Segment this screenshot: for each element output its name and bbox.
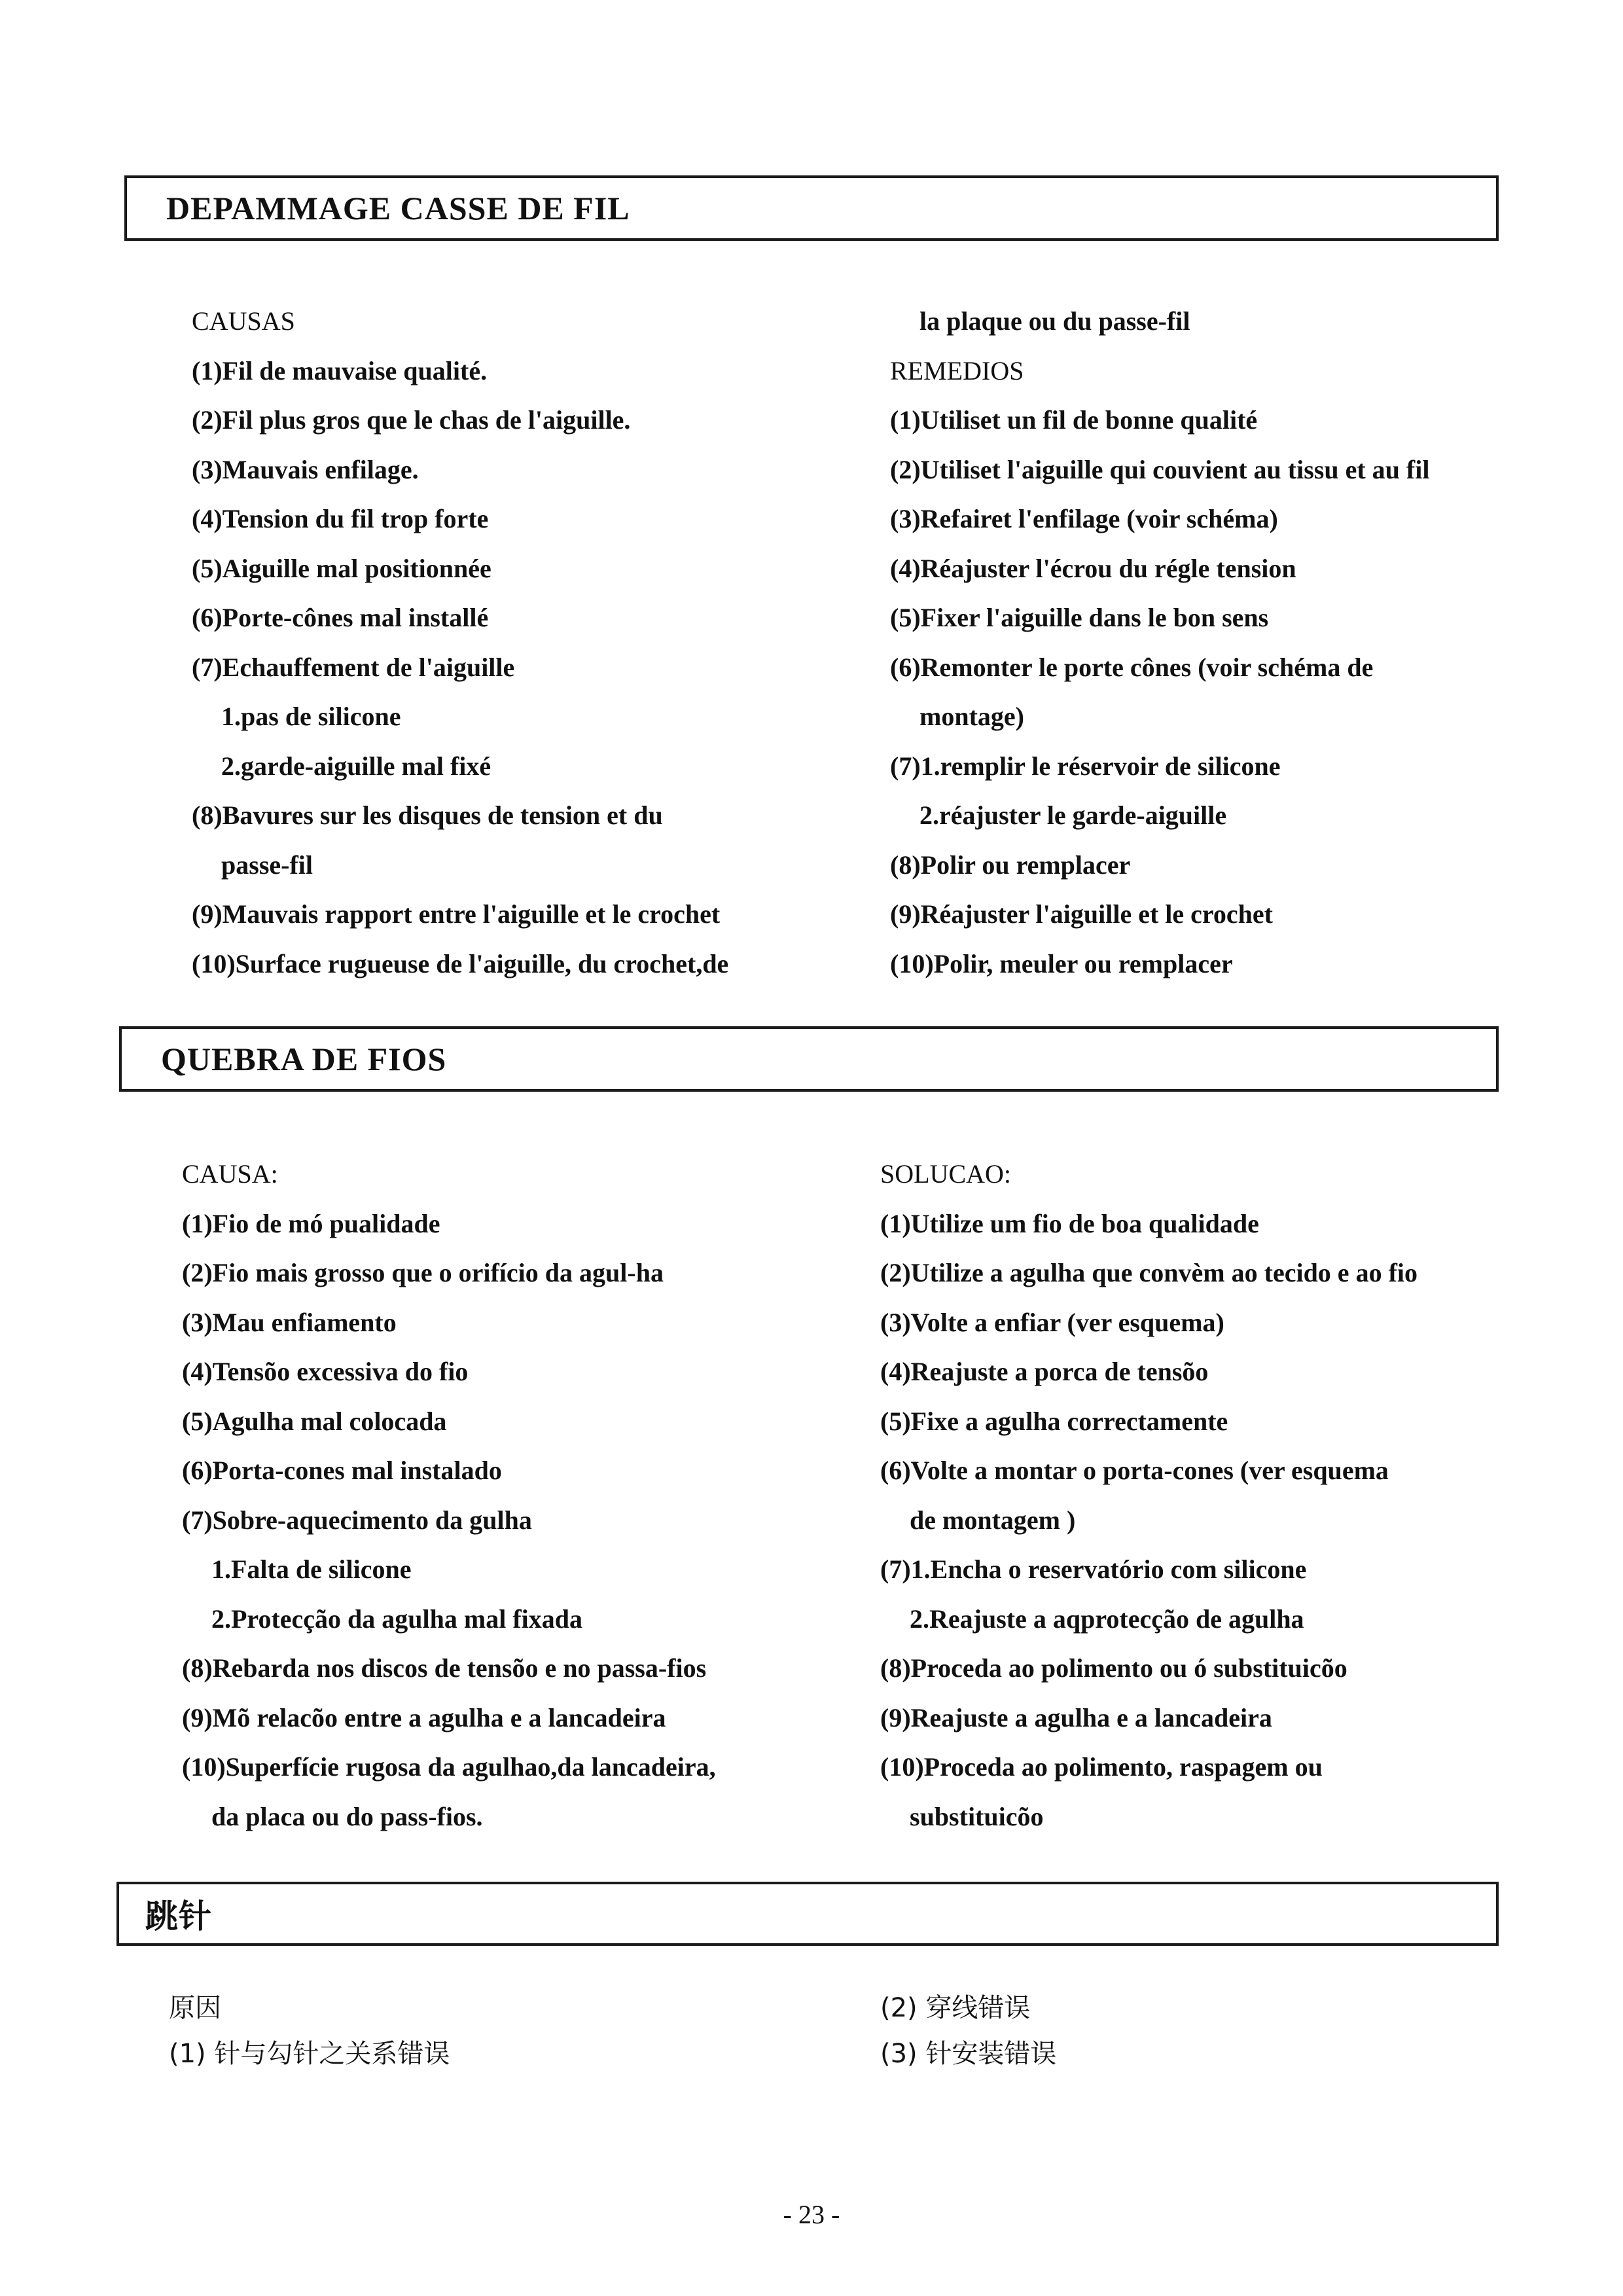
list-line: (6)Porte-cônes mal installé [192,603,489,632]
list-line: (10)Polir, meuler ou remplacer [890,948,1233,978]
list-line: (2) 穿线错误 [880,1993,1031,2023]
list-line: (2)Fil plus gros que le chas de l'aiguille. [192,405,631,435]
section-title: QUEBRA DE FIOS [161,1041,447,1077]
list-line: da placa ou do pass-fios. [211,1801,483,1831]
list-line: (2)Utiliset l'aiguille qui couvient au tissu et au fil [890,454,1430,484]
list-line: SOLUCAO: [880,1159,1012,1189]
list-line: (10)Proceda ao polimento, raspagem ou [880,1752,1323,1782]
list-line: (6)Volte a montar o porta-cones (ver esquema [880,1456,1389,1485]
list-line: (4)Tension du fil trop forte [192,504,489,533]
causes-column-fr [192,296,728,988]
section-title: DEPAMMAGE CASSE DE FIL [166,190,630,226]
list-line: 1.pas de silicone [221,702,401,731]
list-line: (8)Proceda ao polimento ou ó substituicõo [880,1653,1347,1683]
list-line: REMEDIOS [890,355,1024,386]
list-line: 2.garde-aiguille mal fixé [221,751,491,781]
list-line: (3)Volte a enfiar (ver esquema) [880,1307,1224,1337]
page-number: - 23 - [783,2200,840,2229]
list-line: (7)1.remplir le réservoir de silicone [890,751,1281,781]
list-line: (2)Fio mais grosso que o orifício da agul-ha [182,1258,664,1287]
list-line: (4)Tensõo excessiva do fio [182,1357,469,1386]
list-line: (5)Agulha mal colocada [182,1406,447,1436]
list-line: (6)Porta-cones mal instalado [182,1456,502,1485]
list-line: CAUSA: [182,1159,278,1189]
list-line: (10)Superfície rugosa da agulhao,da lancadeira, [182,1752,716,1782]
list-line: (9)Réajuster l'aiguille et le crochet [890,899,1273,929]
list-line: substituicõo [910,1801,1044,1831]
list-line: 1.Falta de silicone [211,1554,412,1584]
list-line: (8)Bavures sur les disques de tension et du [192,800,663,830]
list-line: (4)Reajuste a porca de tensõo [880,1357,1209,1386]
list-line: (7)Sobre-aquecimento da gulha [182,1505,532,1535]
list-line: montage) [919,702,1024,731]
list-line: (1)Fio de mó pualidade [182,1208,440,1238]
list-line: (10)Surface rugueuse de l'aiguille, du crochet,de [192,948,729,978]
solutions-column-pt [880,1149,1418,1841]
list-line: 原因 [169,1993,221,2023]
list-line: la plaque ou du passe-fil [919,306,1190,336]
list-line: (8)Polir ou remplacer [890,850,1131,880]
list-line: (1)Utilize um fio de boa qualidade [880,1208,1259,1238]
list-line: (3)Mauvais enfilage. [192,454,419,484]
list-line: (5)Aiguille mal positionnée [192,553,491,583]
section-title: 跳针 [145,1897,212,1935]
list-line: (1) 针与勾针之关系错误 [169,2039,450,2069]
list-line: (7)Echauffement de l'aiguille [192,652,515,682]
list-line: (5)Fixe a agulha correctamente [880,1406,1228,1436]
list-line: (5)Fixer l'aiguille dans le bon sens [890,603,1269,632]
list-line: CAUSAS [192,306,295,336]
list-line: (4)Réajuster l'écrou du régle tension [890,553,1296,583]
list-line: (9)Reajuste a agulha e a lancadeira [880,1702,1272,1732]
section-header-skip-stitch [116,1882,1499,1946]
list-line: (6)Remonter le porte cônes (voir schéma de [890,652,1374,682]
section-header-quebra [119,1026,1499,1092]
section-header-depammage [124,175,1499,241]
list-line: de montagem ) [910,1505,1076,1535]
remedies-column-fr [890,296,1429,988]
list-line: (3)Refairet l'enfilage (voir schéma) [890,504,1278,533]
causes-column-zh [169,1985,450,2077]
list-line: 2.Protecção da agulha mal fixada [211,1604,583,1634]
list-line: (3)Mau enfiamento [182,1307,397,1337]
list-line: 2.Reajuste a aqprotecção de agulha [910,1604,1304,1634]
list-line: (2)Utilize a agulha que convèm ao tecido e ao fio [880,1258,1418,1287]
solutions-column-zh [880,1985,1056,2077]
list-line: (1)Utiliset un fil de bonne qualité [890,405,1258,435]
list-line: (9)Mõ relacõo entre a agulha e a lancadeira [182,1702,666,1732]
list-line: passe-fil [221,850,313,880]
list-line: (3) 针安装错误 [880,2039,1057,2069]
causes-column-pt [182,1149,716,1841]
list-line: (9)Mauvais rapport entre l'aiguille et le crochet [192,899,721,929]
list-line: 2.réajuster le garde-aiguille [919,800,1227,830]
list-line: (1)Fil de mauvaise qualité. [192,355,488,386]
list-line: (8)Rebarda nos discos de tensõo e no passa-fios [182,1653,707,1683]
list-line: (7)1.Encha o reservatório com silicone [880,1554,1307,1584]
